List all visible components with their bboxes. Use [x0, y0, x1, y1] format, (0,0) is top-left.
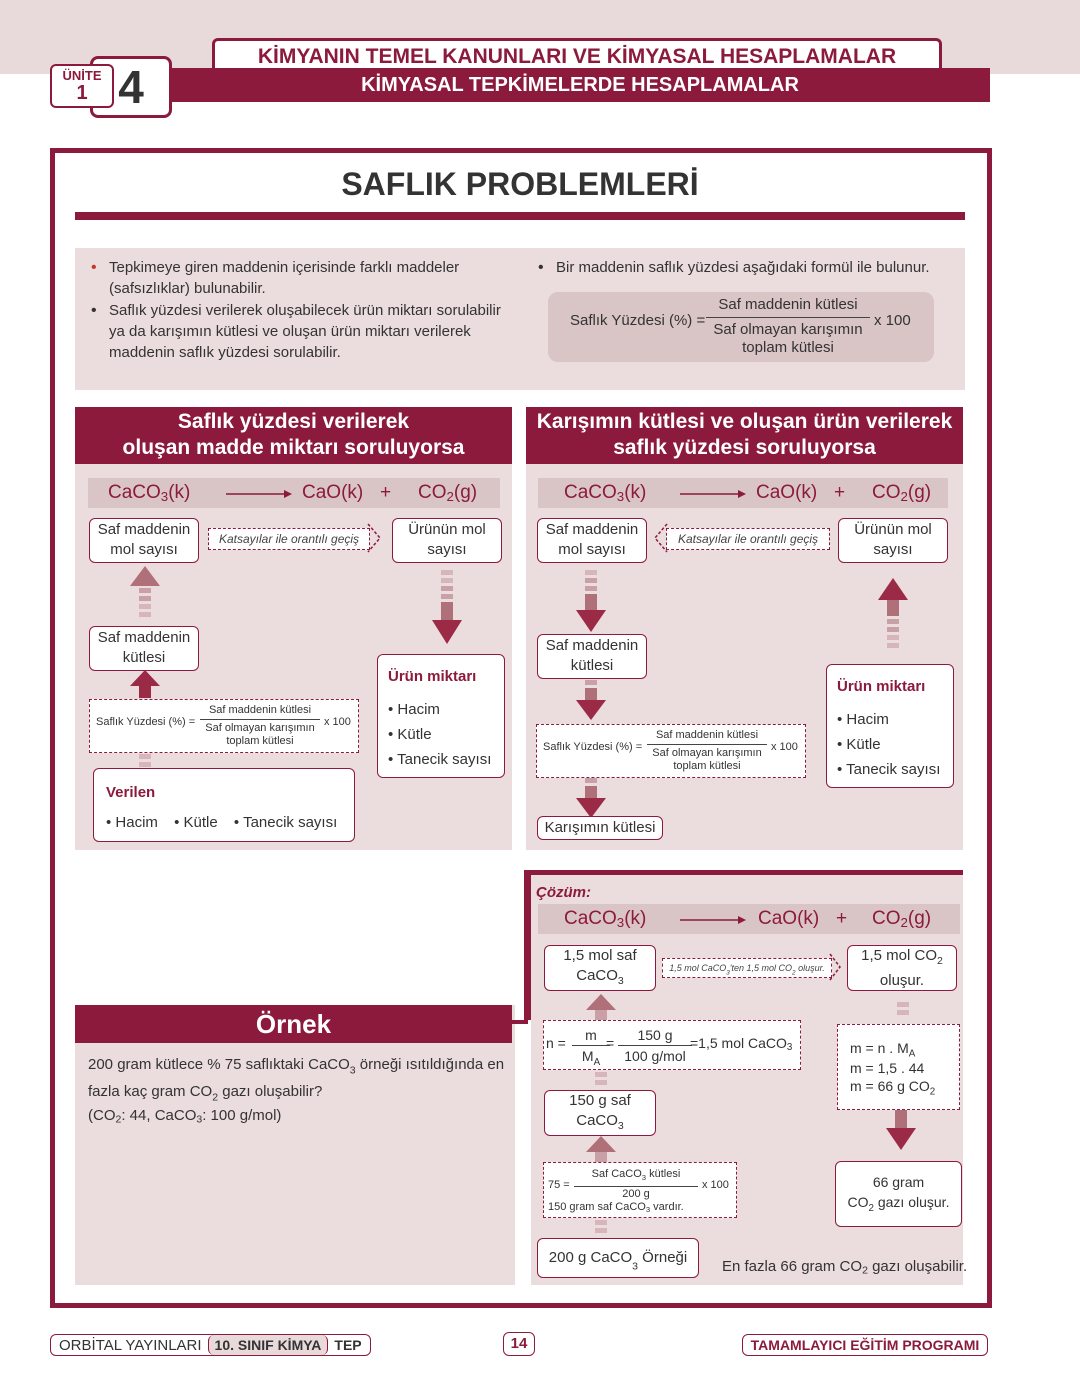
product-item-volume-text: Hacim	[397, 701, 440, 718]
chapter-number: 4	[90, 56, 172, 118]
sol-mass-calc	[837, 1024, 960, 1110]
footer-publisher: ORBİTAL YAYINLARI	[59, 1336, 202, 1354]
bullet-icon: •	[91, 302, 97, 319]
ma-sub: A	[593, 1057, 601, 1068]
left-pure-mol-box: Saf maddenin mol sayısı	[89, 518, 199, 563]
n-result-sub: 3	[786, 1042, 793, 1054]
product-item-volume: • Hacim	[388, 701, 440, 718]
sol-co2-mol-box	[847, 945, 957, 991]
formula-denominator-1: Saf olmayan karışımın	[713, 321, 863, 338]
intro-bullet-2	[91, 300, 509, 363]
connector-bars-icon	[592, 1218, 610, 1238]
formula-denominator-2: toplam kütlesi	[742, 339, 834, 356]
sol-mol-calc	[543, 1020, 801, 1070]
result66-line1: 66 gram	[872, 1174, 925, 1190]
example-question	[88, 1054, 518, 1109]
bullet-icon: •	[91, 259, 97, 276]
sol-eq-product1: CaO(k)	[758, 908, 820, 929]
left-eq-product1: CaO(k)	[302, 482, 364, 503]
mass-150: 150 g	[618, 1025, 692, 1046]
question-sub-b: 2	[212, 1091, 219, 1104]
eq-reactant-state: (k)	[624, 908, 647, 929]
small-formula-den1: Saf olmayan karışımın	[205, 722, 315, 734]
small-formula-num: Saf maddenin kütlesi	[647, 729, 767, 745]
ratio-c: oluşur.	[795, 963, 825, 973]
calc1-text: m = n . M	[850, 1040, 909, 1056]
footer-tep: TEP	[334, 1337, 362, 1353]
footer-publisher-badge	[50, 1334, 371, 1356]
pure150-line1: 150 g saf	[569, 1092, 631, 1109]
formula-lhs: Saflık Yüzdesi (%) =	[570, 312, 706, 329]
ratio-b-sub: 2	[792, 969, 796, 977]
header-title-bottom: KİMYASAL TEPKİMELERDE HESAPLAMALAR	[170, 68, 990, 102]
sol-final-answer	[722, 1258, 967, 1276]
eq-reactant-state: (k)	[624, 482, 647, 503]
result66-c: gazı oluşur.	[873, 1194, 950, 1210]
left-product-mol-box: Ürünün mol sayısı	[392, 518, 502, 563]
product-item-mass: • Kütle	[837, 736, 881, 753]
product-items	[388, 697, 491, 772]
product-item-mass-text: Kütle	[397, 726, 432, 743]
small-formula-den2: toplam kütlesi	[226, 735, 294, 747]
arrow-up-icon	[130, 566, 160, 624]
p-note	[548, 1201, 684, 1214]
sol-co2-box-line2: oluşur.	[879, 972, 925, 989]
arrow-down-icon	[576, 680, 606, 720]
arrow-down-icon	[886, 1110, 916, 1150]
given-data-b: : 44, CaCO	[121, 1107, 197, 1124]
co2-box-a: 1,5 mol CO	[861, 947, 937, 964]
example-panel	[75, 1005, 515, 1285]
given-items	[106, 813, 356, 833]
p-num-a-sub: 3	[641, 1172, 647, 1182]
result66-line2	[836, 1192, 961, 1219]
eq-reactant-text: CaCO	[564, 482, 617, 503]
m-label: m	[572, 1025, 610, 1046]
p-note-b: vardır.	[650, 1201, 684, 1213]
pure150-line2	[545, 1111, 655, 1136]
eq-product2-text: CO	[418, 482, 447, 503]
connector-bars-icon	[592, 1070, 610, 1090]
right-product-amount-box	[826, 664, 954, 788]
example-given-data	[88, 1107, 281, 1125]
right-product-mol-box: Ürünün mol sayısı	[838, 518, 948, 563]
left-eq-plus: +	[380, 482, 392, 503]
left-section-title-2: oluşan madde miktarı soruluyorsa	[122, 436, 465, 459]
given-item-particles-text: Tanecik sayısı	[243, 814, 338, 831]
intro-bullet-3-text: Bir maddenin saflık yüzdesi aşağıdaki formül ile bulunur.	[556, 259, 930, 276]
solution-label: Çözüm:	[536, 884, 591, 901]
footer-page-number: 14	[503, 1332, 535, 1356]
dashed-arrow-right-icon	[366, 522, 382, 554]
molar-100: 100 g/mol	[624, 1048, 686, 1064]
given-data-a: (CO	[88, 1107, 116, 1124]
formula-multiplier: x 100	[874, 312, 911, 329]
right-mixture-mass-box: Karışımın kütlesi	[537, 816, 663, 840]
intro-bullet-3	[538, 257, 956, 278]
right-section-title-2: saflık yüzdesi soruluyorsa	[613, 436, 876, 459]
calc-line2: m = 1,5 . 44	[850, 1060, 925, 1076]
dashed-arrow-right-icon	[828, 952, 842, 982]
footer-grade: 10. SINIF KİMYA	[208, 1335, 329, 1355]
sol-pure150-box	[544, 1090, 656, 1136]
eq-product2-sub: 2	[900, 915, 908, 930]
p-lhs: 75 =	[548, 1179, 570, 1191]
sol-sample-box	[537, 1238, 699, 1278]
small-formula-mult: x 100	[324, 716, 351, 728]
left-section-title-1: Saflık yüzdesi verilerek	[177, 410, 410, 433]
connector-bars-icon	[894, 1000, 912, 1022]
right-eq-reactant	[564, 482, 646, 504]
ratio-a: 1,5 mol CaCO	[669, 963, 727, 973]
p-num	[574, 1167, 698, 1187]
p-num-b: kütlesi	[646, 1168, 681, 1180]
left-given-box	[93, 768, 355, 842]
eq-product2-state: (g)	[907, 482, 932, 503]
p-den: 200 g	[622, 1187, 650, 1200]
p-note-a: 150 gram saf CaCO	[548, 1201, 646, 1213]
unit-label: ÜNİTE	[62, 68, 102, 83]
eq-reactant-text: CaCO	[108, 482, 161, 503]
ratio-b: 'ten 1,5 mol CO	[729, 963, 793, 973]
eq-reactant-state: (k)	[168, 482, 191, 503]
ma-text: M	[581, 1048, 594, 1064]
arrow-down-icon	[576, 570, 606, 632]
arrow-up-icon	[130, 670, 160, 698]
small-formula-lhs: Saflık Yüzdesi (%) =	[543, 741, 643, 753]
product-item-volume-text: Hacim	[846, 711, 889, 728]
p-mult: x 100	[702, 1179, 729, 1191]
left-eq-reactant	[108, 482, 190, 504]
given-title: Verilen	[106, 784, 156, 801]
product-items	[837, 707, 940, 782]
right-pure-mol-box: Saf maddenin mol sayısı	[537, 518, 647, 563]
footer-program: TAMAMLAYICI EĞİTİM PROGRAMI	[742, 1334, 988, 1356]
p-note-a-sub: 3	[645, 1204, 651, 1214]
calc3-sub: 2	[929, 1086, 936, 1098]
right-section-header	[526, 407, 963, 464]
sol-result-box	[835, 1161, 962, 1227]
left-small-formula	[89, 699, 359, 753]
product-item-particles: • Tanecik sayısı	[388, 751, 492, 768]
formula-fraction	[706, 296, 870, 357]
question-sub-a: 3	[349, 1064, 356, 1077]
calc1-sub: A	[908, 1048, 916, 1060]
reaction-arrow-icon	[226, 488, 292, 500]
final-a: En fazla 66 gram CO	[722, 1258, 863, 1275]
eq-product2-sub: 2	[900, 489, 908, 504]
header-title-top: KİMYANIN TEMEL KANUNLARI VE KİMYASAL HESAPLAMALAR	[212, 38, 942, 73]
reaction-arrow-icon	[680, 488, 746, 500]
product-item-volume: • Hacim	[837, 711, 889, 728]
eq-reactant-sub: 3	[616, 915, 625, 930]
sol-mol-box-line1: 1,5 mol saf	[563, 947, 637, 964]
title-rule	[75, 212, 965, 220]
given-item-mass: • Kütle	[174, 814, 218, 831]
eq-reactant-text: CaCO	[564, 908, 617, 929]
m-over-ma	[572, 1025, 610, 1073]
small-formula-den1: Saf olmayan karışımın	[652, 747, 762, 759]
connector-bars-icon	[136, 752, 154, 768]
product-item-mass-text: Kütle	[846, 736, 881, 753]
sol-mol-box	[544, 945, 656, 991]
sol-mol-box-line2	[545, 966, 655, 991]
purity-formula	[548, 292, 934, 362]
intro-bullet-2-text: Saflık yüzdesi verilerek oluşabilecek ürün miktarı sorulabilir ya da karışımın kütlesi ve oluşan ürün miktarı verilerek maddenin saflık yüzdesi sorulabilir.	[109, 302, 501, 361]
n-result	[690, 1035, 792, 1053]
small-formula-fraction	[200, 704, 320, 748]
product-item-particles-text: Tanecik sayısı	[397, 751, 492, 768]
n-eq: n =	[546, 1035, 566, 1051]
intro-bullet-1	[91, 257, 509, 299]
final-a-sub: 2	[862, 1264, 868, 1277]
given-data-sub-b: 3	[196, 1113, 203, 1126]
p-num-a: Saf CaCO	[591, 1168, 642, 1180]
small-formula-mult: x 100	[771, 741, 798, 753]
reaction-arrow-icon	[680, 914, 746, 926]
given-data-sub-a: 2	[115, 1113, 122, 1126]
result66-b-sub: 2	[868, 1203, 874, 1214]
arrow-down-icon	[576, 778, 606, 818]
sample-b: Örneği	[638, 1249, 688, 1266]
sol-mol-box-b-sub: 3	[617, 975, 624, 987]
product-item-particles: • Tanecik sayısı	[837, 761, 941, 778]
left-ratio-label: Katsayılar ile orantılı geçiş	[208, 528, 370, 550]
final-b: gazı oluşabilir.	[867, 1258, 968, 1275]
solution-equation-bar	[538, 904, 960, 934]
eq-sign: =	[606, 1035, 615, 1051]
example-header: Örnek	[75, 1005, 512, 1043]
arrow-up-icon	[878, 578, 908, 650]
sol-purity-calc	[543, 1162, 737, 1218]
right-pure-mass-box: Saf maddenin kütlesi	[537, 634, 647, 679]
sol-mol-box-b: CaCO	[576, 967, 618, 984]
given-data-c: : 100 g/mol)	[202, 1107, 282, 1124]
right-section-title-1: Karışımın kütlesi ve oluşan ürün verilerek	[536, 410, 953, 433]
small-formula-den2: toplam kütlesi	[673, 760, 741, 772]
pure150-b: CaCO	[576, 1112, 618, 1129]
bullet-icon: •	[538, 259, 544, 276]
small-formula-num: Saf maddenin kütlesi	[200, 704, 320, 720]
mass-over-molar	[618, 1025, 692, 1066]
product-amount-title: Ürün miktarı	[388, 668, 477, 685]
right-equation-bar	[538, 478, 948, 508]
sol-eq-product2	[872, 908, 931, 930]
ma-label	[572, 1046, 610, 1073]
sol-co2-box-line1	[848, 946, 956, 971]
sample-a: 200 g CaCO	[548, 1249, 633, 1266]
unit-number: 1	[76, 82, 88, 104]
question-part-b: örneği ısıtıldığında en fazla kaç gram CO	[88, 1056, 505, 1101]
right-small-formula	[536, 724, 806, 778]
eq-reactant-sub: 3	[616, 489, 625, 504]
given-item-volume: • Hacim	[106, 814, 158, 831]
sol-eq-reactant	[564, 908, 646, 930]
sol-eq-plus: +	[836, 908, 848, 929]
intro-bullet-1-text: Tepkimeye giren maddenin içerisinde farklı maddeler (safsızlıklar) bulunabilir.	[109, 259, 460, 297]
left-eq-product2	[418, 482, 477, 504]
calc-line3	[850, 1077, 935, 1102]
given-item-mass-text: Kütle	[183, 814, 218, 831]
product-item-mass: • Kütle	[388, 726, 432, 743]
p-fraction	[574, 1167, 698, 1201]
eq-product2-sub: 2	[446, 489, 454, 504]
calc3-text: m = 66 g CO	[850, 1078, 930, 1094]
right-eq-product1: CaO(k)	[756, 482, 818, 503]
n-result-text: =1,5 mol CaCO	[690, 1035, 787, 1051]
left-equation-bar	[88, 478, 500, 508]
left-product-amount-box	[377, 654, 505, 778]
right-ratio-label: Katsayılar ile orantılı geçiş	[666, 528, 830, 550]
given-item-particles: • Tanecik sayısı	[233, 814, 338, 831]
arrow-up-icon	[586, 1136, 616, 1162]
arrow-down-icon	[432, 570, 462, 644]
ratio-a-sub: 3	[726, 969, 730, 977]
product-item-particles-text: Tanecik sayısı	[846, 761, 941, 778]
unit-badge	[50, 64, 114, 108]
given-item-volume-text: Hacim	[115, 814, 158, 831]
page-title: SAFLIK PROBLEMLERİ	[341, 166, 699, 202]
sol-ratio-label	[662, 958, 832, 978]
co2-box-a-sub: 2	[937, 955, 943, 967]
formula-numerator: Saf maddenin kütlesi	[706, 296, 870, 318]
result66-b: CO	[847, 1194, 869, 1210]
left-section-header	[75, 407, 512, 464]
question-part-a: 200 gram kütlece % 75 saflıktaki CaCO	[88, 1056, 350, 1073]
eq-product2-state: (g)	[907, 908, 932, 929]
eq-product2-text: CO	[872, 908, 901, 929]
pure150-b-sub: 3	[617, 1120, 624, 1132]
arrow-up-icon	[586, 994, 616, 1020]
eq-product2-state: (g)	[453, 482, 478, 503]
eq-reactant-sub: 3	[160, 489, 169, 504]
product-amount-title: Ürün miktarı	[837, 678, 926, 695]
right-eq-product2	[872, 482, 931, 504]
left-pure-mass-box: Saf maddenin kütlesi	[89, 626, 199, 671]
small-formula-fraction	[647, 729, 767, 773]
sample-a-sub: 3	[632, 1260, 639, 1273]
question-part-c: gazı oluşabilir?	[218, 1083, 323, 1101]
eq-product2-text: CO	[872, 482, 901, 503]
right-eq-plus: +	[834, 482, 846, 503]
small-formula-lhs: Saflık Yüzdesi (%) =	[96, 716, 196, 728]
